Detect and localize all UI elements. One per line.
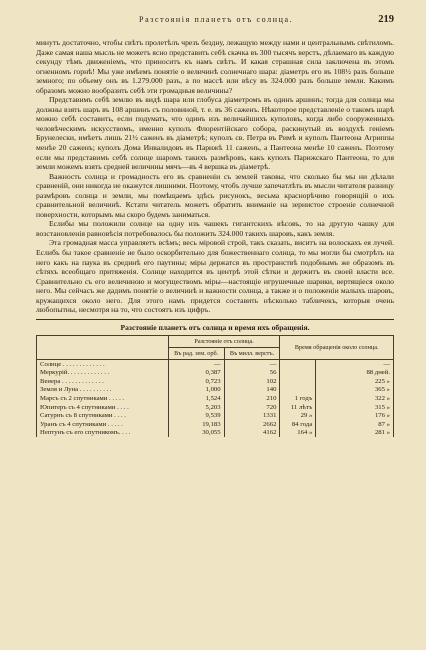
table-row [37, 429, 394, 438]
paragraph: минутъ достаточно, чтобы свѣтъ пролетѣлъ чрезъ бездну, лежащую между нами и центральнымъ свѣтиломъ. Даже самая наша мысль не можетъ ясно представить себѣ скачка въ 300 тысячъ верстъ, дѣлаемаго въ каждую секунду тѣмъ движеніемъ, что приноситъ къ намъ свѣтъ. И какая страшная сила заключена въ этомъ огненномъ горнѣ! Мы уже имѣемъ понятіе о величинѣ солнечнаго шара: діаметръ его въ 108½ разъ больше земного; по объему онъ въ 1.279.000 разъ, а по массѣ или вѣсу въ 324.000 разъ больше земли. Какимъ образомъ можно вообразить себѣ эти громадныя величины? [36, 38, 394, 95]
cell-years [280, 368, 316, 377]
cell-years: 1 годъ [280, 394, 316, 403]
paragraph: Представимъ себѣ землю въ видѣ шара или глобуса діаметромъ въ одинъ аршинъ; тогда для солнца мы должны взять шаръ въ 108 аршинъ съ половиной, т. е. въ 36 саженъ. Нѣкоторое представленіе о такомъ шарѣ можно себѣ составить, если подумать, что одинъ изъ величайшихъ куполовъ, когда либо сооруженныхъ человѣческимъ искусствомъ, именно куполъ Флорентійскаго собора, раскинутый въ воздухѣ геніемъ Брунелески, имѣетъ лишь 21½ саженъ въ діаметрѣ; куполъ св. Петра въ Римѣ и куполъ Пантеона Агриппы менѣе 20 саженъ; куполъ Дома Инвалидовъ въ Парижѣ 11 саженъ, а Пантеона менѣе 10 саженъ. Поэтому если мы представимъ себѣ солнце шаромъ такихъ размѣровъ, какъ куполъ Парижскаго Пантеона, то для земли можемъ взять средней величины мячъ—въ 4 вершка въ діаметрѣ. [36, 95, 394, 172]
paragraph: Важность солнца и громадность его въ сравненіи съ землей таковы, что сколько бы мы ни дѣлали сравненій, они никогда не окажутся лишними. Поэтому, чтобъ лучше запечатлѣть въ мысли читателя разницу размѣровъ солнца и земли, мы помѣщаемъ здѣсь рисунокъ, весьма краснорѣчиво говорящій о ихъ сравнительной величинѣ. Кстати читатель можетъ обратить вниманіе на зернистое строеніе солнечной поверхности, которымъ мы скоро будемъ заниматься. [36, 171, 394, 219]
table-row [37, 377, 394, 386]
cell-versts: — [224, 359, 280, 368]
cell-radii: — [168, 359, 224, 368]
cell-radii: 0,723 [168, 377, 224, 386]
page-number: 219 [378, 14, 394, 25]
cell-planet: Солнце . . . . . . . . . . . . . [37, 359, 169, 368]
header-period: Время обращенія около солнца. [280, 335, 394, 359]
header-distance: Разстояніе отъ солнца. [168, 335, 280, 347]
header-blank [37, 335, 169, 359]
cell-planet: Марсъ съ 2 спутниками . . . . . [37, 394, 169, 403]
table-title: Разстояніе планетъ отъ солнца и время ихъ обращенія. [120, 322, 310, 332]
cell-period: — [316, 359, 394, 368]
cell-period: 87 » [316, 420, 394, 429]
table-row [37, 368, 394, 377]
cell-years: 11 лѣтъ [280, 403, 316, 412]
table-row [37, 403, 394, 412]
cell-planet: Сатурнъ съ 8 спутниками . . . . [37, 411, 169, 420]
table-row [37, 359, 394, 368]
cell-radii: 0,387 [168, 368, 224, 377]
planet-distance-table [36, 335, 394, 437]
cell-versts: 1331 [224, 411, 280, 420]
cell-years [280, 386, 316, 395]
cell-years: 29 » [280, 411, 316, 420]
cell-period: 225 » [316, 377, 394, 386]
cell-planet: Нептунъ съ его спутникомъ. . . . [37, 429, 169, 438]
cell-planet: Меркурій. . . . . . . . . . . . . [37, 368, 169, 377]
cell-period: 281 » [316, 429, 394, 438]
section-divider [36, 319, 394, 320]
cell-planet: Юпитеръ съ 4 спутниками . . . . [37, 403, 169, 412]
cell-radii: 1,000 [168, 386, 224, 395]
cell-radii: 5,203 [168, 403, 224, 412]
table-header-row [37, 335, 394, 347]
cell-radii: 19,183 [168, 420, 224, 429]
cell-versts: 102 [224, 377, 280, 386]
table-body [37, 359, 394, 437]
cell-period: 88 дней. [316, 368, 394, 377]
cell-versts: 4162 [224, 429, 280, 438]
table-row [37, 394, 394, 403]
cell-versts: 210 [224, 394, 280, 403]
running-title: Разстоянія планетъ отъ солнца. [139, 15, 294, 24]
cell-years: 164 » [280, 429, 316, 438]
cell-years: 84 года [280, 420, 316, 429]
cell-planet: Земля и Луна . . . . . . . . . . [37, 386, 169, 395]
cell-period: 365 » [316, 386, 394, 395]
header-versts: Въ милл. верстъ. [224, 347, 280, 359]
cell-period: 315 » [316, 403, 394, 412]
table-row [37, 386, 394, 395]
cell-radii: 1,524 [168, 394, 224, 403]
cell-planet: Венера . . . . . . . . . . . . . [37, 377, 169, 386]
cell-radii: 9,539 [168, 411, 224, 420]
paragraph: Еслибы мы положили солнце на одну изъ чашекъ гигантскихъ вѣсовъ, то на другую чашку для возстановленія равновѣсія потребовалось бы положить 324.000 такихъ шаровъ, какъ земля. [36, 219, 394, 238]
page-header [36, 14, 394, 30]
cell-radii: 30,055 [168, 429, 224, 438]
cell-period: 176 » [316, 411, 394, 420]
body-text [36, 38, 394, 315]
cell-years [280, 377, 316, 386]
table-row [37, 420, 394, 429]
header-radii: Въ рад. зем. орб. [168, 347, 224, 359]
cell-versts: 56 [224, 368, 280, 377]
cell-years [280, 359, 316, 368]
cell-versts: 720 [224, 403, 280, 412]
cell-versts: 2662 [224, 420, 280, 429]
cell-period: 322 » [316, 394, 394, 403]
paragraph: Эта громадная масса управляетъ всѣмъ; весь міровой строй, такъ сказать, виситъ на волоскахъ ея лучей. Еслибъ бы такое сравненіе не было оскорбительно для божественнаго солнца, то мы могли бы смотрѣть на него какъ на паука въ срединѣ его паутины; міры держатся въ пространствѣ подобнымъ же образомъ въ сѣтяхъ всеобщаго притяженія. Солнце находится въ центрѣ этой сѣтки и держитъ въ своей власти все. Сравнительно съ его величиною и могуществомъ міры—настоящіе игрушечные шарики, вертящіеся около него. Мы сейчасъ же дадимъ понятіе о величинѣ и важности солнца, а также и о положеніи малыхъ шаровъ, кружащихся около него. Для этого намъ придется составить нѣсколько табличекъ, которыя очень любопытны, несмотря на то, что состоятъ изъ цифръ. [36, 238, 394, 315]
cell-planet: Уранъ съ 4 спутниками . . . . . [37, 420, 169, 429]
cell-versts: 140 [224, 386, 280, 395]
table-row [37, 411, 394, 420]
